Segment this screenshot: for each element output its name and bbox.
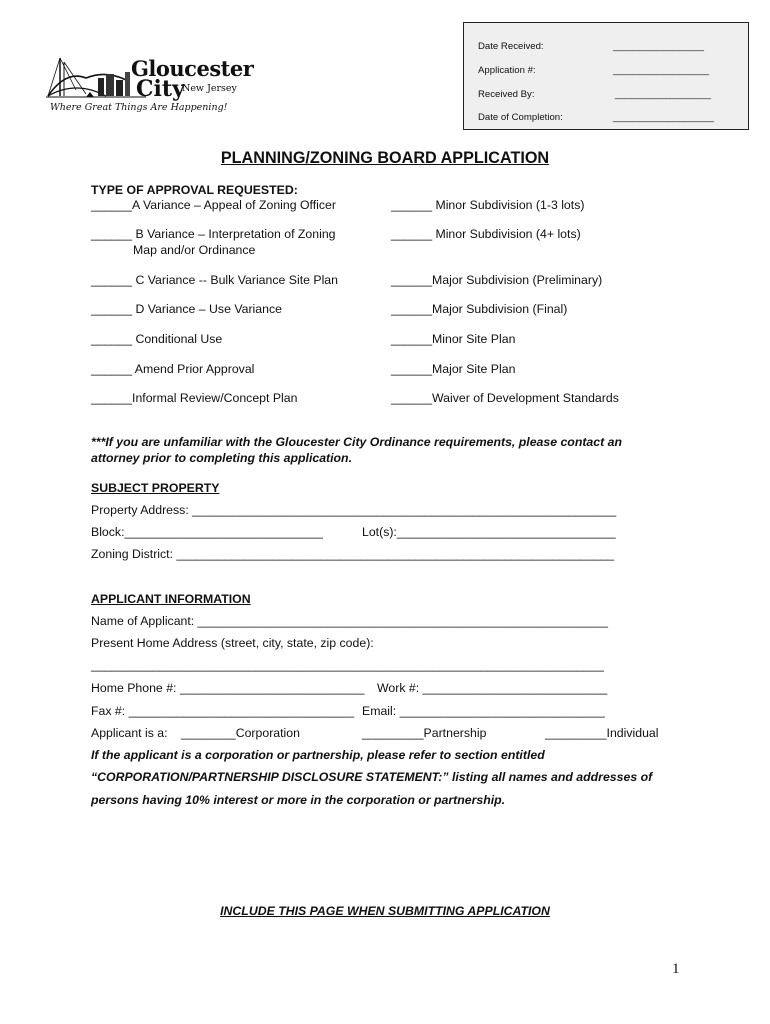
approval-option-minor-site-plan[interactable]: ______Minor Site Plan xyxy=(391,332,516,346)
approval-option-major-subdivision-prelim[interactable]: ______Major Subdivision (Preliminary) xyxy=(391,273,603,287)
date-received-label: Date Received: xyxy=(478,41,544,52)
applicant-type-corporation[interactable]: ________Corporation xyxy=(181,726,300,740)
logo-name-line2: City xyxy=(136,76,185,102)
approval-option-major-subdivision-final[interactable]: ______Major Subdivision (Final) xyxy=(391,302,568,316)
application-number-label: Application #: xyxy=(478,65,536,76)
received-by-blank[interactable]: ___________________ xyxy=(615,89,711,100)
applicant-type-partnership[interactable]: _________Partnership xyxy=(362,726,487,740)
logo-tagline: Where Great Things Are Happening! xyxy=(50,102,228,113)
home-address-field[interactable]: ___________________________________________________________________________ xyxy=(91,658,604,672)
fax-field[interactable]: Fax #: _________________________________ xyxy=(91,704,355,718)
property-address-field[interactable]: Property Address: ______________________________________________________________ xyxy=(91,503,617,517)
approval-option-amend-prior[interactable]: ______ Amend Prior Approval xyxy=(91,362,255,376)
applicant-type-label: Applicant is a: xyxy=(91,726,168,740)
disclosure-line2: “CORPORATION/PARTNERSHIP DISCLOSURE STATEMENT:” listing all names and addresses of xyxy=(91,770,653,784)
logo-name-line1: Gloucester xyxy=(131,56,254,81)
office-use-box xyxy=(463,22,749,130)
approval-option-informal-review[interactable]: ______Informal Review/Concept Plan xyxy=(91,391,298,405)
approval-option-waiver[interactable]: ______Waiver of Development Standards xyxy=(391,391,619,405)
date-of-completion-label: Date of Completion: xyxy=(478,112,563,123)
applicant-info-heading: APPLICANT INFORMATION xyxy=(91,592,251,606)
approval-option-minor-subdivision-1-3[interactable]: ______ Minor Subdivision (1-3 lots) xyxy=(391,198,585,212)
date-received-blank[interactable]: __________________ xyxy=(613,41,704,52)
applicant-name-field[interactable]: Name of Applicant: ____________________________________________________________ xyxy=(91,614,608,628)
zoning-district-field[interactable]: Zoning District: ________________________________________________________________ xyxy=(91,547,615,561)
approval-option-d-variance[interactable]: ______ D Variance – Use Variance xyxy=(91,302,282,316)
gloucester-city-logo xyxy=(46,50,256,120)
approval-option-b-variance-cont: Map and/or Ordinance xyxy=(133,243,256,257)
approval-option-major-site-plan[interactable]: ______Major Site Plan xyxy=(391,362,516,376)
disclosure-line1: If the applicant is a corporation or partnership, please refer to section entitled xyxy=(91,748,545,762)
work-phone-field[interactable]: Work #: ___________________________ xyxy=(377,681,608,695)
page-title: PLANNING/ZONING BOARD APPLICATION xyxy=(220,149,550,167)
logo-state: New Jersey xyxy=(182,83,237,94)
received-by-label: Received By: xyxy=(478,89,535,100)
approval-option-b-variance[interactable]: ______ B Variance – Interpretation of Zoning xyxy=(91,227,336,241)
approval-option-c-variance[interactable]: ______ C Variance -- Bulk Variance Site Plan xyxy=(91,273,338,287)
approval-option-minor-subdivision-4plus[interactable]: ______ Minor Subdivision (4+ lots) xyxy=(391,227,581,241)
approval-option-conditional-use[interactable]: ______ Conditional Use xyxy=(91,332,223,346)
disclosure-line3: persons having 10% interest or more in the corporation or partnership. xyxy=(91,793,506,807)
notice-line1: ***If you are unfamiliar with the Gloucester City Ordinance requirements, please contact an xyxy=(91,435,622,449)
email-field[interactable]: Email: ______________________________ xyxy=(362,704,605,718)
applicant-type-individual[interactable]: _________Individual xyxy=(545,726,659,740)
lots-field[interactable]: Lot(s):________________________________ xyxy=(362,525,616,539)
page-number: 1 xyxy=(672,961,680,977)
application-number-blank[interactable]: ___________________ xyxy=(613,65,709,76)
block-field[interactable]: Block:_____________________________ xyxy=(91,525,323,539)
notice-line2: attorney prior to completing this application. xyxy=(91,451,352,465)
home-phone-field[interactable]: Home Phone #: ___________________________ xyxy=(91,681,365,695)
home-address-label: Present Home Address (street, city, state, zip code): xyxy=(91,636,374,650)
date-of-completion-blank[interactable]: ____________________ xyxy=(613,112,714,123)
approval-heading: TYPE OF APPROVAL REQUESTED: xyxy=(91,183,298,197)
subject-property-heading: SUBJECT PROPERTY xyxy=(91,481,220,495)
include-page-notice: INCLUDE THIS PAGE WHEN SUBMITTING APPLICATION xyxy=(220,904,550,918)
approval-option-a-variance[interactable]: ______A Variance – Appeal of Zoning Officer xyxy=(91,198,336,212)
